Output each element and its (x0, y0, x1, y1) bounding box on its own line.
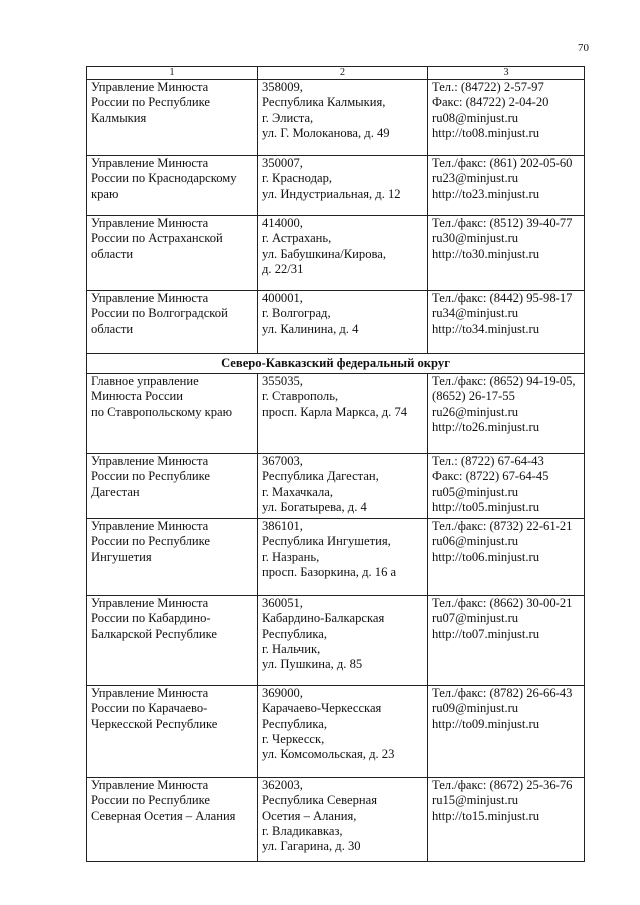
table-row (87, 216, 585, 291)
office-name: Управление Минюста России по Астраханской области (87, 216, 258, 291)
office-contacts: Тел.: (84722) 2-57-97 Факс: (84722) 2-04-20 ru08@minjust.ru http://to08.minjust.ru (428, 80, 585, 156)
office-name: Управление Минюста России по Краснодарскому краю (87, 156, 258, 216)
contacts-table (86, 66, 585, 862)
office-address: 369000, Карачаево-Черкесская Республика, г. Черкесск, ул. Комсомольская, д. 23 (258, 686, 428, 778)
office-name: Управление Минюста России по Республике Ингушетия (87, 519, 258, 596)
table-row (87, 454, 585, 519)
table-row (87, 778, 585, 862)
office-contacts: Тел./факс: (8442) 95-98-17 ru34@minjust.ru http://to34.minjust.ru (428, 291, 585, 354)
column-header: 2 (258, 67, 428, 80)
office-contacts: Тел./факс: (8512) 39-40-77 ru30@minjust.ru http://to30.minjust.ru (428, 216, 585, 291)
office-name: Управление Минюста России по Республике Дагестан (87, 454, 258, 519)
office-contacts: Тел./факс: (8732) 22-61-21 ru06@minjust.ru http://to06.minjust.ru (428, 519, 585, 596)
office-contacts: Тел./факс: (8662) 30-00-21 ru07@minjust.ru http://to07.minjust.ru (428, 596, 585, 686)
table-row (87, 519, 585, 596)
office-name: Управление Минюста России по Кабардино- Балкарской Республике (87, 596, 258, 686)
office-address: 400001, г. Волгоград, ул. Калинина, д. 4 (258, 291, 428, 354)
section-title: Северо-Кавказский федеральный округ (87, 354, 585, 374)
office-contacts: Тел./факс: (8652) 94-19-05, (8652) 26-17-55 ru26@minjust.ru http://to26.minjust.ru (428, 374, 585, 454)
section-row (87, 354, 585, 374)
office-name: Управление Минюста России по Карачаево- Черкесской Республике (87, 686, 258, 778)
table-row (87, 80, 585, 156)
office-address: 350007, г. Краснодар, ул. Индустриальная, д. 12 (258, 156, 428, 216)
office-name: Управление Минюста России по Волгоградской области (87, 291, 258, 354)
column-header: 1 (87, 67, 258, 80)
table-row (87, 156, 585, 216)
office-address: 367003, Республика Дагестан, г. Махачкала, ул. Богатырева, д. 4 (258, 454, 428, 519)
office-name: Главное управление Минюста России по Ставропольскому краю (87, 374, 258, 454)
office-address: 362003, Республика Северная Осетия – Алания, г. Владикавказ, ул. Гагарина, д. 30 (258, 778, 428, 862)
table-row (87, 596, 585, 686)
office-address: 358009, Республика Калмыкия, г. Элиста, ул. Г. Молоканова, д. 49 (258, 80, 428, 156)
table-row (87, 374, 585, 454)
page-number: 70 (578, 42, 589, 54)
column-header: 3 (428, 67, 585, 80)
office-address: 355035, г. Ставрополь, просп. Карла Маркса, д. 74 (258, 374, 428, 454)
office-contacts: Тел./факс: (8672) 25-36-76 ru15@minjust.ru http://to15.minjust.ru (428, 778, 585, 862)
table-header-row (87, 67, 585, 80)
office-name: Управление Минюста России по Республике Калмыкия (87, 80, 258, 156)
office-contacts: Тел./факс: (861) 202-05-60 ru23@minjust.ru http://to23.minjust.ru (428, 156, 585, 216)
office-contacts: Тел.: (8722) 67-64-43 Факс: (8722) 67-64-45 ru05@minjust.ru http://to05.minjust.ru (428, 454, 585, 519)
table-row (87, 686, 585, 778)
office-name: Управление Минюста России по Республике Северная Осетия – Алания (87, 778, 258, 862)
office-address: 386101, Республика Ингушетия, г. Назрань, просп. Базоркина, д. 16 а (258, 519, 428, 596)
office-address: 414000, г. Астрахань, ул. Бабушкина/Кирова, д. 22/31 (258, 216, 428, 291)
office-address: 360051, Кабардино-Балкарская Республика, г. Нальчик, ул. Пушкина, д. 85 (258, 596, 428, 686)
table-row (87, 291, 585, 354)
office-contacts: Тел./факс: (8782) 26-66-43 ru09@minjust.ru http://to09.minjust.ru (428, 686, 585, 778)
